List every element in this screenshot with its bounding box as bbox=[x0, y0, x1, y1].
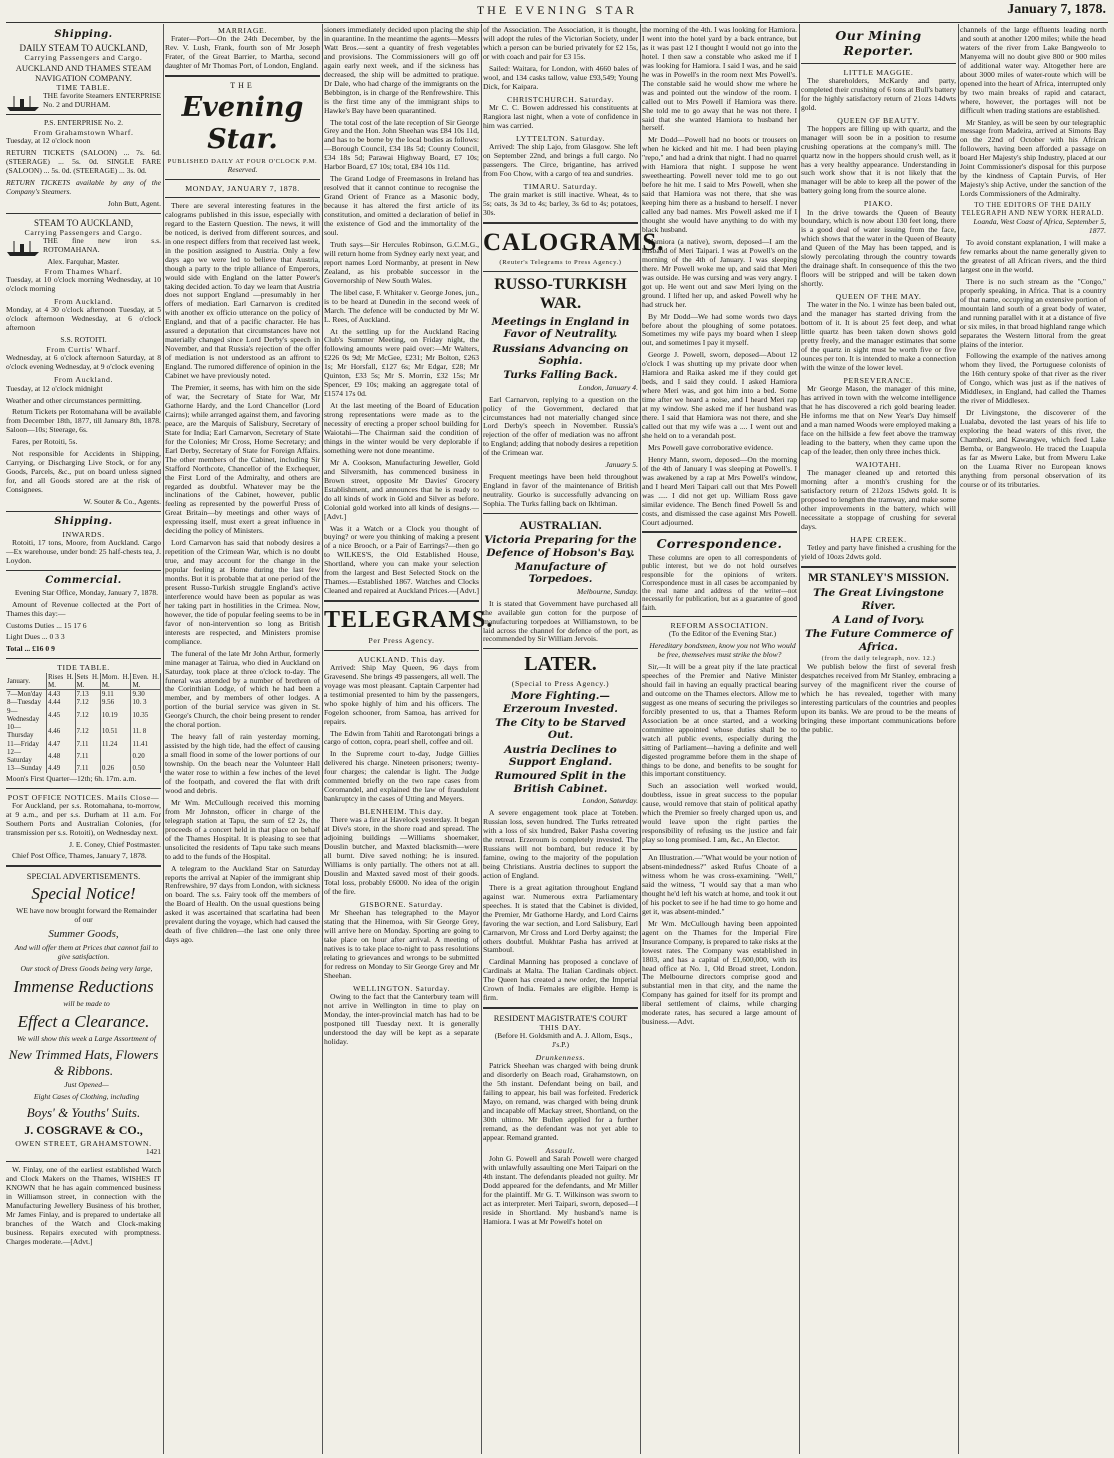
tide-column-header: Sets H. M. bbox=[76, 672, 99, 689]
mining-paragraph: The manager cleaned up and retorted this morning after a month's crushing for the satisfactory return of 212ozs 15dwts gold. It is proposed to lengthen the tramway, and make some other improvements in the battery, which will necessitate a stoppage of crushing for several days. bbox=[801, 467, 956, 531]
tide-column-header: Even. H. M. bbox=[132, 672, 159, 689]
tide-cell: 10.51 bbox=[100, 723, 131, 740]
nameplate-the: THE bbox=[230, 81, 255, 90]
dateline-lyttelton: LYTTELTON. Saturday. bbox=[516, 133, 605, 143]
tide-cell bbox=[100, 748, 131, 765]
news-paragraph: sioners immediately decided upon placing the ship in quarantine. In the meantime the agents—Messrs Watt Bros.—sent a quantity of fresh vegetables and provisions. The Commissioners will go off again early next week, and if the sickness has decreased, the ship will be admitted to pratique. Dr Dale, who had charge of the immigrants on the Bebbington, is in charge of the Renfrewshire. This is the first time any of the immigrant ships to Hawke's Bay have been quarantined. bbox=[324, 25, 479, 115]
advertisement-paragraph: Mr Wm. McCullough having been appointed agent on the Thames for the Imperial Fire Insurance Company, is prepared to take risks at the lowest rates. The Company was established in 1803, and has a capital of £1,600,000, with its head office at No. 1, Old Broad street, London. The Melbourne directors comprise good and substantial men in that city, and the name the Company has gained for itself for its prompt and liberal settlement of claims, while charging moderate rates, has secured a large amount of business.—Advt. bbox=[642, 918, 797, 1027]
telegram-paragraph: of the Association. The Association, it is thought, will adopt the rules of the Victorian Society, under which a person can be buried privately for £2 15s, or with coach and pair for £3 15s. bbox=[483, 25, 638, 61]
column-rule bbox=[799, 24, 800, 1454]
dateline-london: London, January 4. bbox=[578, 382, 638, 392]
tide-cell: 10.19 bbox=[100, 707, 131, 724]
agency-line: (Reuter's Telegrams to Press Agency.) bbox=[499, 259, 622, 267]
return-ticket-note: Return Tickets per Rotomahana will be available from December 18th, 1877, till January 8th, 1878. Saloon—10s; Steerage, 6s. bbox=[6, 407, 161, 435]
headline-deck: The Great Livingstone River. bbox=[813, 587, 944, 612]
schedule-text: Wednesday, at 6 o'clock afternoon Saturday, at 8 o'clock evening Wednesday, at 9 o'clock evening bbox=[6, 353, 161, 372]
article-paragraph: Mr Stanley, as will be seen by our telegraphic message from Madeira, arrived at Simons Bay on the 22nd of October with his African followers, having been afforded a passage on board Her Majesty's ship Industry, placed at our Joint Commissioner's disposal for this purpose by the kindness of Captain Purvis, of Her Majesty's ship Active, under the sanction of the Lords Commissioners of the Admiralty. bbox=[960, 117, 1106, 199]
column-5 bbox=[642, 26, 797, 1454]
return-note: RETURN TICKETS available by any of the Company's Steamers. bbox=[6, 177, 161, 196]
news-paragraph: Mr Wm. McCullough received this morning from Mr Johnston, officer in charge of the telegraph station at Tapu, the sum of £2 2s, the proceeds of a concert held in that place on behalf of the Thames Hospital. It is pleasing to see that unsolicited the residents of Tapu take such means to add to the funds of the Hospital. bbox=[165, 797, 320, 861]
anecdote-paragraph: An Illustration.—"What would be your notion of absent-mindedness?" asked Rufus Choate of a witness whom he was cross-examining. "Well," said the witness, "I would say that a man who thought he'd left his watch at home, and took it out of his pocket to see if he had time to go home and get it, was absent-minded." bbox=[642, 853, 797, 916]
schedule-text: Tuesday, at 10 o'clock morning Wednesday, at 10 o'clock morning bbox=[6, 275, 161, 294]
headline-russo-turkish-war: RUSSO-TURKISH WAR. bbox=[494, 276, 627, 312]
ad-reference: 1421 bbox=[145, 1147, 161, 1157]
column-rule bbox=[958, 24, 959, 1454]
tide-row bbox=[6, 748, 161, 765]
column-4 bbox=[483, 25, 665, 1454]
marriage-heading: MARRIAGE. bbox=[218, 26, 267, 35]
tide-cell: 4.43 bbox=[47, 690, 76, 699]
cable-paragraph: Earl Carnarvon, replying to a question on the policy of the Government, declared that circumstances had not materially changed since Lord Derby's speech in November. Russia's rejection of the offer of mediation was no affront to England; adding that nobody desires a repetition of the Crimean war. bbox=[483, 394, 639, 458]
court-paragraph: Mrs Powell gave corroborative evidence. bbox=[648, 442, 774, 452]
tide-cell: 12—Saturday bbox=[6, 748, 47, 765]
schedule-text: Tuesday, at 12 o'clock noon bbox=[6, 135, 91, 145]
running-title: THE EVENING STAR bbox=[476, 3, 638, 17]
tide-cell: 0.26 bbox=[100, 764, 131, 772]
editorial-date: MONDAY, JANUARY 7, 1878. bbox=[185, 183, 300, 193]
dateline-blenheim: BLENHEIM. This day. bbox=[359, 807, 444, 817]
mine-heading: QUEEN OF THE MAY. bbox=[835, 292, 922, 302]
mining-paragraph: Tetley and party have finished a crushing for the yield of 10ozs 2dwts gold. bbox=[801, 542, 956, 561]
column-rule bbox=[481, 24, 482, 1454]
revenue-line: Customs Duties ... 15 17 6 bbox=[6, 620, 87, 630]
tide-cell: 4.49 bbox=[47, 764, 76, 772]
column-2 bbox=[165, 26, 320, 1454]
headline-australian: AUSTRALIAN. bbox=[519, 518, 602, 533]
ad-text: WE have now brought forward the Remainder of our bbox=[16, 906, 157, 925]
headline-deck: A Land of Ivory. bbox=[832, 613, 925, 626]
running-head bbox=[6, 0, 1108, 23]
article-paragraph: To avoid constant explanation, I will make a few remarks about the name generally given to the greatest of all African rivers, and the third largest one in the world. bbox=[960, 238, 1106, 274]
tide-cell: 9.30 bbox=[131, 690, 161, 699]
headline-deck: Victoria Preparing for the Defence of Hobson's Bay. bbox=[484, 534, 637, 559]
court-paragraph: George J. Powell, sworn, deposed—About 12 o'clock I was shutting up my private door when Hamiora and Raika asked me if they could get beds, and I said they could. I asked Hamiora where Meri was, and got him into a bed. Some time after we heard a noise, and I heard Meri rap at my window. She asked me if her husband was there. I said that Hamiora was not there, and she called out that my wife was a .... I went out and she held on to a verandah post. bbox=[642, 350, 797, 440]
section-heading-correspondence: Correspondence. bbox=[656, 536, 783, 552]
ad-text: Just Opened— bbox=[64, 1079, 109, 1089]
telegram-paragraph: There was a fire at Havelock yesterday. It began at Dive's store, in the shore road and spread. The adjoining buildings —Williams shoemaker, Douslin butcher, and Maxted blacksmith—were all burnt. Dive saved nothing; he is insured. Williams is only partially. The others not at all. Douslin and Maxted saved most of their goods. Total loss, probably £6000. No idea of the origin of the fire. bbox=[324, 815, 479, 896]
headline-deck: The City to be Starved Out. bbox=[495, 716, 626, 742]
telegram-paragraph: Owing to the fact that the Canterbury team will not arrive in Wellington in time to play on Monday, the inter-provincial match has had to be postponed till Tuesday next. It is generally understood the day will be kept as a separate holiday. bbox=[324, 991, 479, 1046]
tide-cell: 10. 3 bbox=[131, 698, 161, 706]
dateline-timaru: TIMARU. Saturday. bbox=[523, 181, 598, 191]
company-name: AUCKLAND AND THAMES STEAM NAVIGATION COMPANY. bbox=[15, 62, 152, 83]
article-paragraph: We publish below the first of several fresh despatches received from Mr Stanley, embracing a survey of the magnificent river the course of which he has revealed, together with many interesting particulars of the countries and peoples upon its banks. We are proud to be the means of bringing these important communications before the public. bbox=[801, 661, 956, 734]
source-line: (from the daily telegraph, nov. 12.) bbox=[821, 655, 936, 663]
charge-heading: Assault. bbox=[545, 1146, 576, 1156]
tide-cell: 13—Sunday bbox=[6, 764, 47, 772]
advertiser-address: OWEN STREET, GRAHAMSTOWN. bbox=[15, 1139, 152, 1149]
news-paragraph: The total cost of the late reception of Sir George Grey and the Hon. John Sheehan was £84 10s 11d, and has to be borne by the local bodies as follows:—Borough Council, £34 18s 5d; County Council, £34 18s 5d; Parawai Highway Board, £7 10s; Harbor Board, £7 10s; total, £84 10s 11d. bbox=[324, 117, 479, 172]
special-ads-heading: SPECIAL ADVERTISEMENTS. bbox=[26, 871, 141, 882]
steamers-text: THE favorite Steamers ENTERPRISE No. 2 and DURHAM. bbox=[43, 90, 161, 109]
ad-display-line: New Trimmed Hats, Flowers & Ribbons. bbox=[8, 1047, 159, 1078]
tide-cell: 4.46 bbox=[47, 723, 76, 740]
advertiser-name: J. COSGRAVE & CO., bbox=[24, 1123, 143, 1138]
cable-paragraph: Cardinal Manning has proposed a conclave of Cardinals at Malta. The Italian Cardinals object. The Queen has created a new order, the Imperial Crown of India. Females are eligible. Hemp is firm. bbox=[483, 957, 638, 1003]
agent-signature: John Butt, Agent. bbox=[107, 198, 161, 208]
ad-display-line: Boys' & Youths' Suits. bbox=[26, 1104, 141, 1120]
revenue-line: Light Dues ... 0 3 3 bbox=[6, 632, 65, 642]
tide-cell: 4.45 bbox=[47, 707, 76, 724]
column-7 bbox=[960, 26, 1106, 1454]
letter-epigraph: Hereditary bondsmen, know you not Who would be free, themselves must strike the blow? bbox=[649, 641, 796, 660]
telegram-paragraph: In the Supreme court to-day, Judge Gillies delivered his charge. Nineteen prisoners; twenty-four charges; the calendar is light. The Judge commented briefly on the two rape cases from Coromandel, and explained the law of fraudulent bankruptcy in the cases of Utting and Meyers. bbox=[324, 749, 479, 804]
news-paragraph: A telegram to the Auckland Star on Saturday reports the arrival at Napier of the immigrant ship Renfrewshire, 97 days from London, with sickness on board. The s.s. Fairy took off the members of the Board of Health. On the usual questions being asked it was ascertained that scarlatina had been prevalent during the voyage, which had caused the death of five children—the last one only three days ago. bbox=[165, 863, 320, 945]
section-heading-shipping: Shipping. bbox=[54, 29, 113, 40]
mine-heading: HAPE CREEK. bbox=[850, 534, 907, 544]
mine-heading: WAIOTAHI. bbox=[855, 459, 902, 469]
tide-row bbox=[6, 698, 161, 706]
court-paragraph: Mr Dodd—Powell had no boots or trousers on when he kicked and hit me. I had been playing "repo," and had a drink that night. I had no quarrel with Hamiora that night. I suppose he went sweethearting. Powell never told me to go out before he hit me. I said to Mrs Powell, when she said that Hamiora was not there, that she was keeping him there as a husband to herself. I never called any bad names. Mrs Powell asked me if I thought she would have anything to do with my black husband. bbox=[642, 135, 797, 234]
agency-line: Per Press Agency. bbox=[368, 636, 435, 646]
dateline-auckland: AUCKLAND. This day. bbox=[357, 654, 446, 664]
reserved-note: Reserved. bbox=[227, 164, 258, 174]
post-office-date: Chief Post Office, Thames, January 7, 1878. bbox=[12, 851, 147, 861]
wharf-heading: From Grahamstown Wharf. bbox=[33, 127, 134, 137]
telegram-paragraph: Mr Sheehan has telegraphed to the Mayor stating that the Hinemoa, with Sir George Grey, will arrive here on Monday. Sporting are going to take place on hour after arrival. A meeting of natives is to take place to-night to pass resolutions relating to grievances and wrongs to be submitted for redress on Monday to Sir George Grey and Mr Sheehan. bbox=[324, 908, 479, 980]
ad-text: Our stock of Dress Goods being very large, bbox=[20, 964, 153, 974]
tide-column-header: Morn. H. M. bbox=[101, 672, 130, 689]
tide-cell: 7.13 bbox=[75, 690, 100, 699]
correspondence-note: These columns are open to all correspondents of public interest, but we do not hold ourselves responsible for the opinions of writers. Correspondence must in all cases be accompanied by the real name and address of the writer—not necessarily for publication, but as a guarantee of good faith. bbox=[642, 554, 797, 612]
mine-heading: PIAKO. bbox=[863, 199, 894, 209]
ad-text: We will show this week a Large Assortment of bbox=[17, 1034, 156, 1044]
tide-cell: 7.12 bbox=[75, 707, 100, 724]
inwards-heading: INWARDS. bbox=[62, 529, 105, 539]
headline-deck: Rumoured Split in the British Cabinet. bbox=[494, 770, 627, 795]
tide-cell: 7.11 bbox=[75, 764, 100, 772]
mining-paragraph: The water in the No. 1 winze has been baled out, and the manager has started driving from the bottom of it. It is about 25 feet deep, and what little quartz has been taken down shows gold pretty freely, and the manager estimates that some of the quartz in sight must be worth five or five ounces per ton. It is intended to make a connection with the winze of the lower level. bbox=[801, 300, 956, 372]
tide-cell: 10.35 bbox=[131, 707, 161, 724]
editorial-paragraph: Lord Carnarvon has said that nobody desires a repetition of the Crimean War, which is no doubt true, and may account for the change in the popular feeling at Home during the last few months. But it is probable that at one period of the present Russo-Turkish struggle England's active interference would have been as popular as was her taking part in hostilities in the Crimea. Now, however, the tide of popular feeling seems to be in favor of non-intervention so long as British interests are respected, and Ministers promise compliance. bbox=[165, 538, 320, 646]
tide-row bbox=[6, 690, 161, 699]
finlay-notice: W. Finlay, one of the earliest established Watch and Clock Makers on the Thames, WISHES IT KNOWN that he has again commenced business in Williamson street, in connection with the Manufacturing Jewellery Business of his brother, Mr James Finlay, and is prepared to undertake all branches of the Watch and Clock-making business. Repairs executed with promptness. Charges moderate.—[Advt.] bbox=[6, 1165, 161, 1247]
wharf-heading: From Curtis' Wharf. bbox=[46, 345, 121, 355]
fares-note: Fares, per Rotoiti, 5s. bbox=[12, 437, 78, 447]
tide-cell: 8—Tuesday bbox=[6, 698, 47, 706]
letter-heading: REFORM ASSOCIATION. bbox=[670, 620, 769, 630]
ad-display-line: Immense Reductions bbox=[13, 977, 154, 997]
article-paragraph: Following the example of the natives among whom they lived, the Portuguese colonists of the 16th century spoke of that river as the river of Congo, which was just as if the natives of Middlesex, in England, had called the Thames the river of Middlesex. bbox=[960, 351, 1106, 406]
ad-heading: DAILY STEAM TO AUCKLAND, bbox=[19, 42, 148, 53]
tide-cell: 11—Friday bbox=[6, 740, 47, 748]
news-paragraph: At the settling up for the Auckland Racing Club's Summer Meeting, on Friday night, the following amounts were paid over:—Mr Walters, £226 0s 9d; Mr McGee, £231; Mr Bolton, £263 1s; Mr Horsfall, £127 6s; Mr Edgar, £28; Mr Quinton, £33 5s; Mr S. Morrin, £32 15s; Mr Spencer, £9 10s; making an aggregate total of £1574 17s 0d. bbox=[324, 326, 479, 399]
steamship-icon bbox=[6, 94, 40, 112]
column-3 bbox=[324, 25, 494, 1454]
telegram-paragraph: Arrived: Ship May Queen, 96 days from Gravesend. She brings 49 passengers, all well. The voyage was most pleasant. Captain Carpenter had a testimonial presented to him by the passengers, who spoke highly of him and his officers. The Fogelon schooner, from Samoa, has arrived for repairs. bbox=[324, 662, 479, 726]
postmaster-signature: J. E. Coney, Chief Postmaster. bbox=[69, 839, 161, 849]
headline-deck: Meetings in England in Favor of Neutrality. bbox=[491, 315, 630, 341]
section-heading-calograms: CALOGRAMS. bbox=[483, 228, 665, 256]
mining-paragraph: In the drive towards the Queen of Beauty boundary, which is now about 130 feet long, there is a good deal of water issuing from the face, which shows that the water in the Queen of Beauty and Queen of the May has been tapped, and is slowly percolating through the country towards the drainage shaft. In consequence of this the two floors will be stripped and will be taken down shortly. bbox=[801, 207, 956, 289]
ad-heading: STEAM TO AUCKLAND, bbox=[34, 217, 133, 228]
fares-text: RETURN TICKETS (SALOON) ... 7s. 6d. (STEERAGE) ... 5s. 0d. SINGLE FARE (SALOON) ... 5s. 0d. (STEERAGE) ... 3s. 0d. bbox=[6, 147, 161, 175]
revenue-text: Amount of Revenue collected at the Port of Thames this day:— bbox=[6, 599, 161, 618]
ad-subheading: Carrying Passengers and Cargo. bbox=[24, 228, 143, 238]
news-paragraph: The Grand Lodge of Freemasons in Ireland has resolved that it cannot continue to recognise the Grand Orient of France as a Masonic body, because it has altered the first article of its constitution, and omitted a declaration of belief in the existence of God and the immortality of the soul. bbox=[324, 174, 479, 237]
tide-cell: 4.44 bbox=[47, 698, 76, 706]
court-paragraph: John G. Powell and Sarah Powell were charged with unlawfully assaulting one Meri Taipari on the 4th instant. The defendants pleaded not guilty. Mr Dodd appeared for the defendants, and Mr Miller for the plaintiff. Mr G. T. Wilkinson was sworn to act as interpreter. Meri Taipari, sworn, deposed—I reside in Shortland. My husband's name is Hamiora. I was at Mr Powell's hotel on bbox=[483, 1154, 638, 1226]
cable-paragraph: Frequent meetings have been held throughout England in favor of the maintenance of British neutrality. Gourko is successfully advancing on Sophia. The Turks falling back on Ikhtiman. bbox=[483, 472, 638, 509]
court-heading: RESIDENT MAGISTRATE'S COURT bbox=[493, 1013, 628, 1024]
issue-date: January 7, 1878. bbox=[1007, 2, 1106, 17]
tide-cell: 11. 8 bbox=[131, 723, 161, 740]
telegram-paragraph: Mr C. C. Bowen addressed his constituents at Rangiora last night, when a vote of confidence in him was carried. bbox=[483, 102, 638, 130]
tide-table-heading: TIDE TABLE. bbox=[57, 663, 110, 673]
weather-note: Weather and other circumstances permitting. bbox=[6, 395, 142, 405]
column-rule bbox=[163, 24, 164, 1454]
schedule-text: Tuesday, at 12 o'clock midnight bbox=[6, 383, 103, 393]
marriage-notice: Frater—Port—On the 24th December, by the Rev. V. Lush, Frank, fourth son of Mr Joseph Frater, of the Great Barrier, to Martha, second daughter of Mr Thomas Port, of London, England. bbox=[165, 34, 320, 71]
tide-cell: 9.56 bbox=[100, 698, 131, 706]
charge-heading: Drunkenness. bbox=[535, 1053, 586, 1063]
section-heading-mining: Our Mining Reporter. bbox=[835, 28, 922, 58]
master-name: Alex. Farquhar, Master. bbox=[47, 257, 120, 267]
tide-cell: 0.20 bbox=[131, 748, 161, 765]
ad-display-line: Special Notice! bbox=[31, 884, 136, 904]
news-paragraph: The libel case, F. Whitaker v. George Jones, jun., is to be heard at Dunedin in the second week of March. The defence will be conducted by Mr W. L. Rees, of Auckland. bbox=[324, 287, 479, 324]
section-heading-telegrams: TELEGRAMS. bbox=[324, 607, 494, 634]
mining-paragraph: The shareholders, McKardy and party, completed their crushing of 6 tons at Bull's battery for the highly satisfactory return of 21ozs 14dwts gold. bbox=[801, 75, 956, 112]
mining-paragraph: The hoppers are filling up with quartz, and the manager will soon be in a position to resume crushing operations at the company's mill. The quartz now in the hoppers should crush well, as it has a very healthy appearance. Understanding in such work show that it is not likely that the manager will be able to keep all the power of the battery going long from the source alone. bbox=[801, 123, 956, 196]
dateline-christchurch: CHRISTCHURCH. Saturday. bbox=[506, 94, 615, 104]
dateline-jan5: January 5. bbox=[605, 460, 638, 470]
mining-paragraph: Mr George Mason, the manager of this mine, has arrived in town with the welcome intelligence that he has discovered a rich gold bearing leader. He informs me that on New Year's Day himself and a man named Woods were employed making a face on the hillside a few feet above the tramway leading to the battery, when they came upon the cap of the leader, then only three inches thick. bbox=[801, 384, 956, 456]
court-paragraph: Henry Mann, sworn, deposed—On the morning of the 4th of January I was sleeping at Powell's. I was awakened by a rap at Mrs Powell's window, and I heard Meri Taipari call out that Mrs Powell was ..... I did not get up. William Ross gave similar evidence. The Bench fined Powell 5s and costs, and dismissed the case against Mrs Powell. Court adjourned. bbox=[642, 454, 797, 527]
telegram-paragraph: Arrived: The ship Lajo, from Glasgow. She left on September 22nd, and brings a full cargo. No passengers. The Circe, brigantine, has arrived from Foo Chow, with a cargo of tea and sundries. bbox=[483, 141, 638, 178]
court-bench: (Before H. Goldsmith and A. J. Allom, Esqs., J's.P.) bbox=[494, 1031, 633, 1050]
column-6 bbox=[801, 26, 956, 1454]
tide-row bbox=[6, 740, 161, 748]
court-date: THIS DAY. bbox=[539, 1023, 582, 1033]
tide-cell: 11.24 bbox=[100, 740, 131, 748]
tide-cell: 7.11 bbox=[75, 748, 100, 765]
article-paragraph: Dr Livingstone, the discoverer of the Lualaba, devoted the last years of his life to exploring the head waters of this river, the Chambezi, and Kawangwe, which feed Lake Bemba, or Bangweolo. He traced the Luapula as far as Mweru Lake, but from Mweru Lake on the Luama River no European knows anything from personal observation of its course or of its tributaries. bbox=[960, 408, 1106, 489]
moon-phase: Moon's First Quarter—12th; 6h. 17m. a.m. bbox=[6, 773, 137, 783]
mine-heading: QUEEN OF BEAUTY. bbox=[837, 115, 920, 125]
tide-table bbox=[6, 673, 161, 773]
vessel-name: S.S. ROTOITI. bbox=[60, 335, 107, 345]
agency-line: (Special to Press Agency.) bbox=[511, 679, 610, 689]
tide-cell: 7—Mon'day bbox=[6, 690, 47, 699]
tide-cell: 0.50 bbox=[131, 764, 161, 772]
article-paragraph: There is no such stream as the "Congo," properly speaking, in Africa. That is a country of that name, occupying an extensive portion of mountain land south of a great body of water, and running parallel with it at a distance of five or six miles, in that broad highland range which separates the Western littoral from the great plains of the interior. bbox=[960, 276, 1106, 349]
headline-deck: More Fighting.—Erzeroum Invested. bbox=[503, 690, 618, 715]
wharf-heading: From Auckland. bbox=[53, 375, 114, 385]
news-paragraph: The heavy fall of rain yesterday morning, assisted by the high tide, had the effect of causing a small flood in some of the lower portions of our township. On the beach near the Volunteer Hall the water rose to within a few inches of the level of the footpath, and covered the flat with drift wood and debris. bbox=[165, 732, 320, 795]
letter-addressee: (To the Editor of the Evening Star.) bbox=[668, 629, 777, 639]
headline-later: LATER. bbox=[524, 653, 597, 676]
court-paragraph: By Mr Dodd—We had some words two days before about the ploughing of some potatoes. Sometimes my wife pays my board when I sleep out, and sometimes I pay it myself. bbox=[642, 311, 797, 348]
telegram-paragraph: Sailed: Waitara, for London, with 4660 bales of wool, and 134 casks tallow, value £93,549; Young Dick, for Kaipara. bbox=[483, 63, 638, 91]
column-1 bbox=[6, 26, 161, 1454]
responsibility-note: Not responsible for Accidents in Shipping, Carrying, or Discharging Live Stock, or for any Goods, Parcels, &c., put on board unless signed for, and all Goods stored are at the risk of Consignees. bbox=[6, 449, 161, 495]
post-office-text: For Auckland, per s.s. Rotomahana, to-morrow, at 9 a.m., and per s.s. Durham at 11 a.m. For Southern Ports and Australian Colonies, (for transmission per s.s. Rotoiti), on Wednesday next. bbox=[6, 800, 161, 837]
headline-deck: Russians Advancing on Sophia. bbox=[492, 342, 629, 367]
tide-cell: 7.12 bbox=[75, 723, 100, 740]
tide-row bbox=[6, 764, 161, 772]
section-heading-shipping: Shipping. bbox=[54, 516, 113, 527]
advertisement-paragraph: Was it a Watch or a Clock you thought of buying? or were you thinking of making a present of a nice Brooch, or a Pair of Earrings?—then go to WILKES'S, the Old Established House, Shortland, where you can make your selection from the largest and Best Selected Stock on the Thames.—Established 1867. Watches and Clocks Cleaned and repaired at Auckland Prices.—[Advt.] bbox=[324, 523, 479, 596]
tide-cell: 10—Thursday bbox=[6, 723, 47, 740]
wharf-heading: From Thames Wharf. bbox=[44, 267, 123, 277]
tide-cell: 7.12 bbox=[75, 698, 100, 706]
article-paragraph: channels of the large effluents leading north and south at another 1200 miles; while the head waters of the river from Lake Bangweolo to Manyema will no doubt give 800 or 900 miles of additional water way. Altogether here are about 3000 miles of water-route which will be opened into the heart of Africa, interrupted only by two main breaks of rapid and cataract, where, however, the portages will not be difficult when trading stations are established. bbox=[960, 25, 1106, 115]
newspaper-page bbox=[6, 0, 1108, 1458]
tide-row bbox=[6, 707, 161, 724]
ad-display-line: Summer Goods, bbox=[48, 928, 119, 941]
letter-paragraph: Such an association well worked would, doubtless, issue in great success to the popular cause, would remove that stain of political apathy which the Premier so freely charged upon us, and would leave upon the right parties the responsibility of refusing us the justice and fair play so long promised. I am, &c., An Elector. bbox=[642, 781, 797, 845]
dateline-melbourne: Melbourne, Sunday. bbox=[577, 586, 638, 596]
tide-cell: 9.11 bbox=[100, 690, 131, 699]
revenue-total: Total ... £16 0 9 bbox=[6, 644, 55, 654]
ad-text: will be made to bbox=[63, 999, 110, 1009]
vessel-text: THE fine new iron s.s. ROTOMAHANA. bbox=[43, 236, 161, 255]
tide-column-header: Rises H. M. bbox=[48, 672, 74, 689]
mine-heading: PERSEVERANCE. bbox=[843, 375, 914, 385]
tide-cell: 4.48 bbox=[47, 748, 76, 765]
advertisement-paragraph: Mr A. Cookson, Manufacturing Jeweller, Gold and Silversmith, has commenced business in Brown street, opposite Mr Davies' Grocery Establishment, and announces that he is ready to do all kinds of work in Gold and Silver as before. Colonial gold worked into all kinds of designs.—[Advt.] bbox=[324, 457, 479, 521]
dateline-loanda: Loanda, West Coast of Africa, September 5, 1877. bbox=[973, 217, 1106, 236]
cable-paragraph: There is a great agitation throughout England against war. Numerous extra Parliamentary speeches. It is stated that the Cabinet is divided, the Premier, Mr Gathorne Hardy, and Lord Cairns favoring the war section, and Lord Salisbury, Earl Carnarvon, Mr Cross and Lord Derby against; the others doubtful. Mukhtar Pasha has arrived at Stamboul. bbox=[483, 882, 638, 955]
post-office-heading: POST OFFICE NOTICES. Mails Close— bbox=[7, 792, 160, 802]
telegram-paragraph: The grain market is still inactive. Wheat, 4s to 5s; oats, 3s 3d to 4s; barley, 3s 6d to 4s; potatoes, 30s. bbox=[483, 189, 638, 217]
tide-column-header: January. bbox=[6, 673, 47, 690]
dateline-wellington: WELLINGTON. Saturday. bbox=[352, 983, 451, 993]
letter-paragraph: Sir,—It will be a great pity if the late practical speeches of the Premier and Native Minister should fail in having an equally practical bearing and outcome on the Thames electors. Allow me to suggest as one means of securing the privileges so forcibly presented to us, that a Thames Reform Association be at once started, and a working committee appointed whose duties shall be to watch all public events, especially during the sitting of Parliament—having a definite and well digested programme before them in the shape of things to be done, and benefits to be sought for this important constituency. bbox=[642, 662, 797, 779]
letter-addressee: TO THE EDITORS OF THE DAILY TELEGRAPH AND NEW YORK HERALD. bbox=[961, 202, 1105, 218]
tide-row bbox=[6, 723, 161, 740]
ad-text: Eight Cases of Clothing, including bbox=[33, 1091, 140, 1101]
headline-deck: Austria Declines to Support England. bbox=[504, 743, 617, 769]
steamship-icon bbox=[6, 239, 40, 257]
headline-stanley-mission: MR STANLEY'S MISSION. bbox=[808, 571, 949, 584]
time-table-heading: TIME TABLE. bbox=[56, 82, 111, 92]
office-dateline: Evening Star Office, Monday, January 7, 1878. bbox=[14, 587, 159, 597]
news-paragraph: At the last meeting of the Board of Education strong representations were made as to the necessity of erecting a proper school building for Waiotahi—The Chairman said the condition of things in the winter would be very deplorable if something were not done meantime. bbox=[324, 401, 479, 455]
tide-cell: 7.11 bbox=[75, 740, 100, 748]
court-paragraph: the morning of the 4th. I was looking for Hamiora. I went into the hotel yard by a back entrance, but as it was past 12 I thought I would not go into the hotel. I then saw a constable who asked me if I was looking for Hamiora. I said I was, and he said he was in Powell's in the room next Mrs Powell's. The constable said he would show me where he was and pointed out the window of the room. I called out to Mrs Powell if Hamiora was there. She told me to go away that he was not there. I said that she wanted Hamiora to husband her herself. bbox=[642, 25, 797, 133]
court-paragraph: Hamiora (a native), sworn, deposed—I am the husband of Meri Taipari. I was at Powell's on the morning of the 4th of January. I was sleeping there. Mr Powell woke me up, and said that Meri was outside. He was cursing and was very angry. I got up. He went out and saw Meri lying on the ground. I lifted her up, and asked Powell why he had struck her. bbox=[642, 236, 797, 309]
ad-subheading: Carrying Passengers and Cargo. bbox=[24, 53, 143, 63]
tide-cell: 11.41 bbox=[131, 740, 161, 748]
ad-text: And will offer them at Prices that cannot fail to give satisfaction. bbox=[14, 943, 159, 962]
headline-deck: Turks Falling Back. bbox=[503, 369, 618, 382]
news-paragraph: Truth says—Sir Hercules Robinson, G.C.M.G., will return home from Sydney early next year, and report names Lord Normanby, at present in New Zealand, as his probable successor in the Governorship of New South Wales. bbox=[324, 239, 479, 285]
headline-deck: Manufacture of Torpedoes. bbox=[514, 560, 607, 586]
dateline-gisborne: GISBORNE. Saturday. bbox=[359, 899, 444, 909]
schedule-text: Monday, at 4 30 o'clock afternoon Tuesday, at 5 o'clock afternoon Wednesday, at 6 o'clock afternoon bbox=[6, 305, 161, 333]
ad-display-line: Effect a Clearance. bbox=[17, 1012, 150, 1032]
cable-paragraph: It is stated that Government have purchased all the available gun cotton for the purpose of manufacturing torpedoes at Williamstown, to be laid across the channel for defence of the port, as recommended by Sir William Jervois. bbox=[483, 598, 638, 644]
court-paragraph: Patrick Sheehan was charged with being drunk and disorderly on Beach road, Grahamstown, on the 5th instant. Defendant being on bail, and failing to appear, his bail was forfeited. Frederick Mayo, on remand, was charged with being drunk and incapable off Mackay street, Shortland, on the 30th ultimo. Mr Bullen applied for a further remand, as the defendant was not yet able to appear. Remand granted. bbox=[483, 1061, 638, 1143]
mine-heading: LITTLE MAGGIE. bbox=[843, 67, 914, 77]
editorial-paragraph: The Premier, it seems, has with him on the side of war, the Secretary of State for War, Mr Gathorne Hardy, and the Lord Chancellor (Lord Cairns); while arranged against them, and favoring peace, are the Marquis of Salisbury, Secretary of State for India; Earl Carnarvon, Secretary of State for the Colonies; Mr Cross, Home Secretary; and Earl Derby, Secretary of State for Foreign Affairs. The other members of the Cabinet, including Sir Stafford Northcote, Chancellor of the Exchequer, the First Lord of the Admiralty, and others are regarded as doubtful. Whatever may be the inclinations of the Cabinet, however, public feeling as represented by the powerful Press of Great Britain—by meetings and other ways of expressing itself, must exert a great influence in deciding the policy of Ministers. bbox=[165, 383, 320, 536]
tide-cell: 4.47 bbox=[47, 740, 76, 748]
cable-paragraph: A severe engagement took place at Toteben. Russian loss, seven hundred. The Turks retreated with a loss of six hundred, Baker Pasha covering the retreat. Erzeroum is completely invested. The Russians will not bombard, but reduce it by famine, owing to the majority of the population being Christians. Austria declines to support the action of England. bbox=[483, 808, 638, 880]
headline-deck: The Future Commerce of Africa. bbox=[804, 628, 953, 653]
nameplate-title: Evening Star. bbox=[181, 92, 304, 156]
dateline-london: London, Saturday. bbox=[582, 796, 638, 806]
news-paragraph: The funeral of the late Mr John Arthur, formerly mine manager at Tairua, who died in Auckland on Saturday, took place at three o'clock to-day. The funeral was attended by a number of brethren of the Corinthian Lodge, of which he had been a member, and by members of other lodges. A portion of the burial service was given in St. George's Church, the choir being present to render the choral portion. bbox=[165, 648, 320, 730]
column-rule bbox=[322, 24, 323, 1454]
wharf-heading: From Auckland. bbox=[53, 297, 114, 307]
section-heading-commercial: Commercial. bbox=[45, 574, 122, 586]
vessel-name: P.S. ENTERPRISE No. 2. bbox=[43, 117, 124, 127]
publication-note: PUBLISHED DAILY AT FOUR O'CLOCK P.M. bbox=[167, 158, 318, 166]
tide-cell: 9—Wednesday bbox=[6, 707, 47, 724]
telegram-paragraph: The Edwin from Tahiti and Rarotongati brings a cargo of cotton, copra, pearl shell, coffee and oil. bbox=[324, 728, 479, 747]
agent-signature: W. Souter & Co., Agents. bbox=[83, 497, 161, 507]
editorial-paragraph: There are several interesting features in the calograms published in this issue, especially with regard to the Eastern Question. The news, it will be noticed, is derived from different sources, and in one respect differs from that received last week, in the position assigned to Austria. Only a few days ago we were led to believe that Austria, though a party to the triple alliance of Emperors, would side with England on the latter Power's taking decided action. To day we learn that Austria does not support England —presumably in her offers of mediation. Earl Carnarvon is credited with another ex officio utterance on the policy of England, and that of a pacific character. He has assured a deputation that circumstances have not materially changed since Lord Derby's speech in November, and that Russia's rejection of the offer of mediation is not understood as an affront to England. The rumored difference of opinion in the Cabinet we have previously noted. bbox=[165, 200, 320, 381]
inwards-text: Rotoiti, 17 tons, Moore, from Auckland. Cargo—Ex warehouse, under bond: 25 half-chests tea, J. Loydon. bbox=[6, 537, 161, 565]
